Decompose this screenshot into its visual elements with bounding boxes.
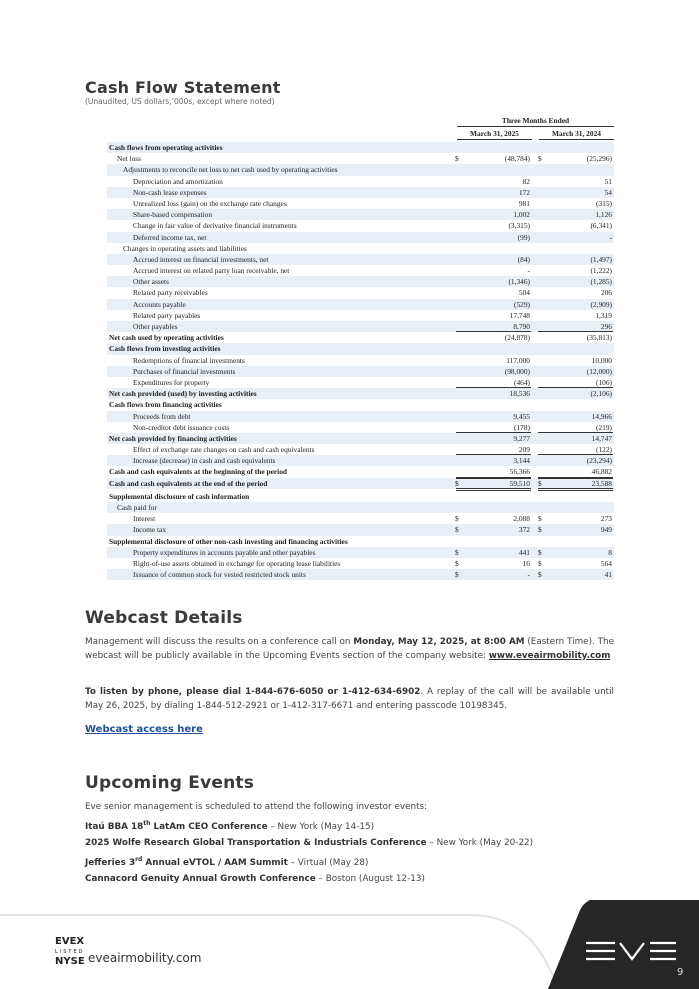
value-2024: (6,341) xyxy=(590,221,612,231)
table-row xyxy=(107,232,614,243)
events-title: Upcoming Events xyxy=(85,773,255,793)
value-2024: (1,222) xyxy=(590,266,612,276)
row-label: Interest xyxy=(133,514,156,524)
table-row xyxy=(107,343,614,354)
value-2024: (25,296) xyxy=(586,154,612,164)
row-label: Accrued interest on related party loan receivable, net xyxy=(133,266,290,276)
row-label: Issuance of common stock for vested restricted stock units xyxy=(133,570,306,580)
value-2024: (1,285) xyxy=(590,277,612,287)
value-2024: 1,319 xyxy=(595,310,612,320)
value-2024: 564 xyxy=(600,558,612,568)
value-2024: (122) xyxy=(595,445,612,455)
value-2025: 59,510 xyxy=(509,478,530,488)
table-row xyxy=(107,422,614,433)
event-name-part: Jefferies 3 xyxy=(85,857,136,868)
table-row xyxy=(107,399,614,410)
currency-symbol: $ xyxy=(538,514,542,524)
row-label: Increase (decrease) in cash and cash equivalents xyxy=(133,456,276,466)
table-row xyxy=(107,265,614,276)
value-2025: 209 xyxy=(518,445,530,455)
row-label: Net cash provided (used) by investing activities xyxy=(109,389,257,399)
table-row xyxy=(107,366,614,377)
row-label: Supplemental disclosure of cash information xyxy=(109,491,250,501)
footer-decoration xyxy=(0,900,699,989)
currency-symbol: $ xyxy=(538,547,542,557)
value-2024: (23,294) xyxy=(586,456,612,466)
event-name xyxy=(85,822,268,832)
event-name xyxy=(85,838,427,848)
row-label: Cash flows from financing activities xyxy=(109,400,222,410)
event-item xyxy=(85,838,533,848)
column-header-2025: March 31, 2025 xyxy=(457,129,532,140)
table-row xyxy=(107,209,614,220)
table-row xyxy=(107,243,614,254)
table-row xyxy=(107,569,614,580)
table-row xyxy=(107,444,614,455)
footer-website[interactable]: eveairmobility.com xyxy=(88,951,202,965)
event-item xyxy=(85,856,368,868)
table-row xyxy=(107,558,614,569)
table-row xyxy=(107,321,614,332)
value-2025: - xyxy=(527,570,530,580)
table-row xyxy=(107,433,614,444)
table-row xyxy=(107,310,614,321)
row-label: Effect of exchange rate changes on cash and cash equivalents xyxy=(133,445,315,455)
value-2025: 3,144 xyxy=(513,456,530,466)
currency-symbol: $ xyxy=(538,558,542,568)
row-label: Non-cash lease expenses xyxy=(133,187,207,197)
value-2025: (48,784) xyxy=(504,154,530,164)
currency-symbol: $ xyxy=(538,525,542,535)
row-label: Depreciation and amortization xyxy=(133,176,223,186)
event-detail: – Virtual (May 28) xyxy=(287,857,369,868)
value-2024: (1,497) xyxy=(590,254,612,264)
webcast-text-a: Management will discuss the results on a conference call on xyxy=(85,637,354,647)
value-2024: 14,966 xyxy=(591,411,612,421)
value-2025: (1,346) xyxy=(508,277,530,287)
rule xyxy=(538,488,613,489)
value-2024: 51 xyxy=(604,176,612,186)
event-name xyxy=(85,858,288,868)
webcast-access-link-wrap xyxy=(85,723,614,737)
webcast-access-link[interactable]: Webcast access here xyxy=(85,724,203,735)
events-intro: Eve senior management is scheduled to attend the following investor events: xyxy=(85,802,428,812)
event-detail: – New York (May 20-22) xyxy=(426,838,534,848)
value-2025: 16 xyxy=(522,558,530,568)
row-label: Purchases of financial investments xyxy=(133,366,236,376)
table-row xyxy=(107,332,614,343)
value-2025: (178) xyxy=(513,422,530,432)
value-2024: (35,813) xyxy=(586,333,612,343)
table-row xyxy=(107,153,614,164)
event-name-part: Itaú BBA 18 xyxy=(85,821,144,832)
row-label: Related party receivables xyxy=(133,288,208,298)
row-label: Accounts payable xyxy=(133,299,186,309)
table-row xyxy=(107,176,614,187)
value-2025: (3,315) xyxy=(508,221,530,231)
value-2024: (12,000) xyxy=(586,366,612,376)
value-2024: (2,909) xyxy=(590,299,612,309)
table-row xyxy=(107,287,614,298)
row-label: Share-based compensation xyxy=(133,210,213,220)
value-2024: (315) xyxy=(595,198,612,208)
row-label: Deferred income tax, net xyxy=(133,232,207,242)
table-row xyxy=(107,198,614,209)
table-row xyxy=(107,524,614,535)
value-2025: 8,790 xyxy=(513,322,530,331)
cash-flow-title: Cash Flow Statement xyxy=(85,78,281,97)
row-label: Change in fair value of derivative financial instruments xyxy=(133,221,297,231)
row-label: Supplemental disclosure of other non-cash investing and financing activities xyxy=(109,536,348,546)
website-link[interactable]: www.eveairmobility.com xyxy=(488,650,611,661)
value-2024: 206 xyxy=(600,288,612,298)
webcast-text-c: (Eastern Time). The webcast will be publicly available in the Upcoming Events section of the company website: xyxy=(85,637,615,661)
currency-symbol: $ xyxy=(455,525,459,535)
rule xyxy=(538,478,613,479)
row-label: Redemptions of financial investments xyxy=(133,355,245,365)
row-label: Cash flows from operating activities xyxy=(109,143,223,152)
listed-label: LISTED xyxy=(55,949,85,955)
table-row xyxy=(107,142,614,153)
value-2025: 82 xyxy=(522,176,530,186)
currency-symbol: $ xyxy=(455,154,459,164)
value-2024: - xyxy=(609,232,612,242)
event-name-part: 2025 Wolfe Research Global Transportation & Industrials Conference xyxy=(85,838,427,848)
event-item xyxy=(85,820,374,832)
value-2025: 172 xyxy=(518,187,530,197)
value-2024: 23,588 xyxy=(591,478,612,488)
webcast-date: Monday, May 12, 2025, at 8:00 AM xyxy=(353,637,525,647)
currency-symbol: $ xyxy=(455,558,459,568)
value-2024: 1,126 xyxy=(595,210,612,220)
currency-symbol: $ xyxy=(455,478,459,488)
nyse-label: NYSE xyxy=(55,956,85,967)
value-2024: 46,882 xyxy=(591,467,612,477)
table-row xyxy=(107,478,614,489)
row-label: Right-of-use assets obtained in exchange for operating lease liabilities xyxy=(133,558,341,568)
currency-symbol: $ xyxy=(455,547,459,557)
table-row xyxy=(107,411,614,422)
value-2024: 949 xyxy=(600,525,612,535)
table-row xyxy=(107,513,614,524)
value-2024: 54 xyxy=(604,187,612,197)
row-label: Non-creditor debt issuance costs xyxy=(133,422,230,432)
value-2024: 273 xyxy=(600,514,612,524)
value-2025: 9,277 xyxy=(513,433,530,443)
phone-numbers: To listen by phone, please dial 1-844-676-6050 or 1-412-634-6902 xyxy=(85,687,421,697)
value-2025: 17,748 xyxy=(509,310,530,320)
ordinal-suffix: th xyxy=(143,820,151,827)
table-row xyxy=(107,536,614,547)
event-name-part: LatAm CEO Conference xyxy=(150,821,268,832)
currency-symbol: $ xyxy=(455,570,459,580)
table-row xyxy=(107,220,614,231)
replay-text: . A replay of the call will be available until May 26, 2025, by dialing 1-844-512-2921 or 1-412-317-6671 and entering passcode 10198345. xyxy=(85,687,614,711)
table-row xyxy=(107,491,614,502)
value-2024: (106) xyxy=(595,377,612,387)
row-label: Other payables xyxy=(133,322,178,331)
value-2025: 1,002 xyxy=(513,210,530,220)
page-number: 9 xyxy=(677,967,684,978)
value-2025: 504 xyxy=(518,288,530,298)
row-label: Property expenditures in accounts payable and other payables xyxy=(133,547,316,557)
webcast-title: Webcast Details xyxy=(85,608,243,628)
rule xyxy=(456,478,531,479)
value-2024: 10,000 xyxy=(591,355,612,365)
row-label: Accrued interest on financial investments, net xyxy=(133,254,269,264)
value-2024: 8 xyxy=(608,547,612,557)
table-row xyxy=(107,502,614,513)
rule xyxy=(456,488,531,489)
row-label: Proceeds from debt xyxy=(133,411,191,421)
table-row xyxy=(107,455,614,466)
currency-symbol: $ xyxy=(538,570,542,580)
cash-flow-rows xyxy=(107,142,614,580)
row-label: Cash paid for xyxy=(117,503,157,512)
value-2025: (99) xyxy=(517,232,530,242)
value-2025: - xyxy=(527,266,530,276)
row-label: Adjustments to reconcile net loss to net cash used by operating activities xyxy=(123,165,338,175)
value-2025: 56,366 xyxy=(509,467,530,477)
cash-flow-subtitle: (Unaudited, US dollars,’000s, except where noted) xyxy=(85,97,275,106)
value-2025: 981 xyxy=(518,198,530,208)
value-2025: (464) xyxy=(513,377,530,387)
value-2025: 441 xyxy=(518,547,530,557)
table-row xyxy=(107,377,614,388)
column-header-2024: March 31, 2024 xyxy=(539,129,614,140)
ordinal-suffix: rd xyxy=(135,856,143,863)
value-2025: 18,536 xyxy=(509,389,530,399)
value-2025: 9,455 xyxy=(513,411,530,421)
event-detail: – New York (May 14-15) xyxy=(267,821,375,832)
value-2025: (24,878) xyxy=(504,333,530,343)
table-row xyxy=(107,388,614,399)
row-label: Changes in operating assets and liabilities xyxy=(123,243,247,253)
row-label: Income tax xyxy=(133,525,167,535)
value-2024: (2,106) xyxy=(590,389,612,399)
table-row xyxy=(107,187,614,198)
row-label: Net cash used by operating activities xyxy=(109,333,224,343)
value-2024: 296 xyxy=(600,322,612,331)
row-label: Unrealized loss (gain) on the exchange rate changes xyxy=(133,198,287,208)
event-name-part: Annual eVTOL / AAM Summit xyxy=(142,857,288,868)
event-name xyxy=(85,874,316,884)
event-item xyxy=(85,874,425,884)
value-2025: 117,000 xyxy=(506,355,530,365)
currency-symbol: $ xyxy=(455,514,459,524)
row-label: Net cash provided by financing activities xyxy=(109,433,237,443)
evex-ticker-logo: EVEX xyxy=(55,936,85,947)
value-2024: 14,747 xyxy=(591,433,612,443)
table-row xyxy=(107,276,614,287)
row-label: Other assets xyxy=(133,277,169,287)
event-name-part: Cannacord Genuity Annual Growth Conference xyxy=(85,874,316,884)
row-label: Related party payables xyxy=(133,310,201,320)
webcast-paragraph xyxy=(85,636,614,663)
row-label: Cash and cash equivalents at the beginning of the period xyxy=(109,467,288,477)
row-label: Net loss xyxy=(117,154,142,164)
table-row xyxy=(107,254,614,265)
value-2025: (84) xyxy=(517,254,530,264)
event-detail: – Boston (August 12-13) xyxy=(315,874,425,884)
value-2024: (219) xyxy=(595,422,612,432)
currency-symbol: $ xyxy=(538,154,542,164)
value-2024: 41 xyxy=(604,570,612,580)
table-row xyxy=(107,299,614,310)
phone-paragraph xyxy=(85,686,614,713)
table-row xyxy=(107,466,614,477)
period-header: Three Months Ended xyxy=(457,116,614,127)
table-row xyxy=(107,355,614,366)
value-2025: 2,088 xyxy=(513,514,530,524)
row-label: Cash and cash equivalents at the end of the period xyxy=(109,478,268,488)
table-row xyxy=(107,164,614,175)
table-row xyxy=(107,547,614,558)
value-2025: 372 xyxy=(518,525,530,535)
value-2025: (98,000) xyxy=(504,366,530,376)
currency-symbol: $ xyxy=(538,478,542,488)
value-2025: (529) xyxy=(513,299,530,309)
row-label: Cash flows from investing activities xyxy=(109,344,221,354)
row-label: Expenditures for property xyxy=(133,377,210,387)
